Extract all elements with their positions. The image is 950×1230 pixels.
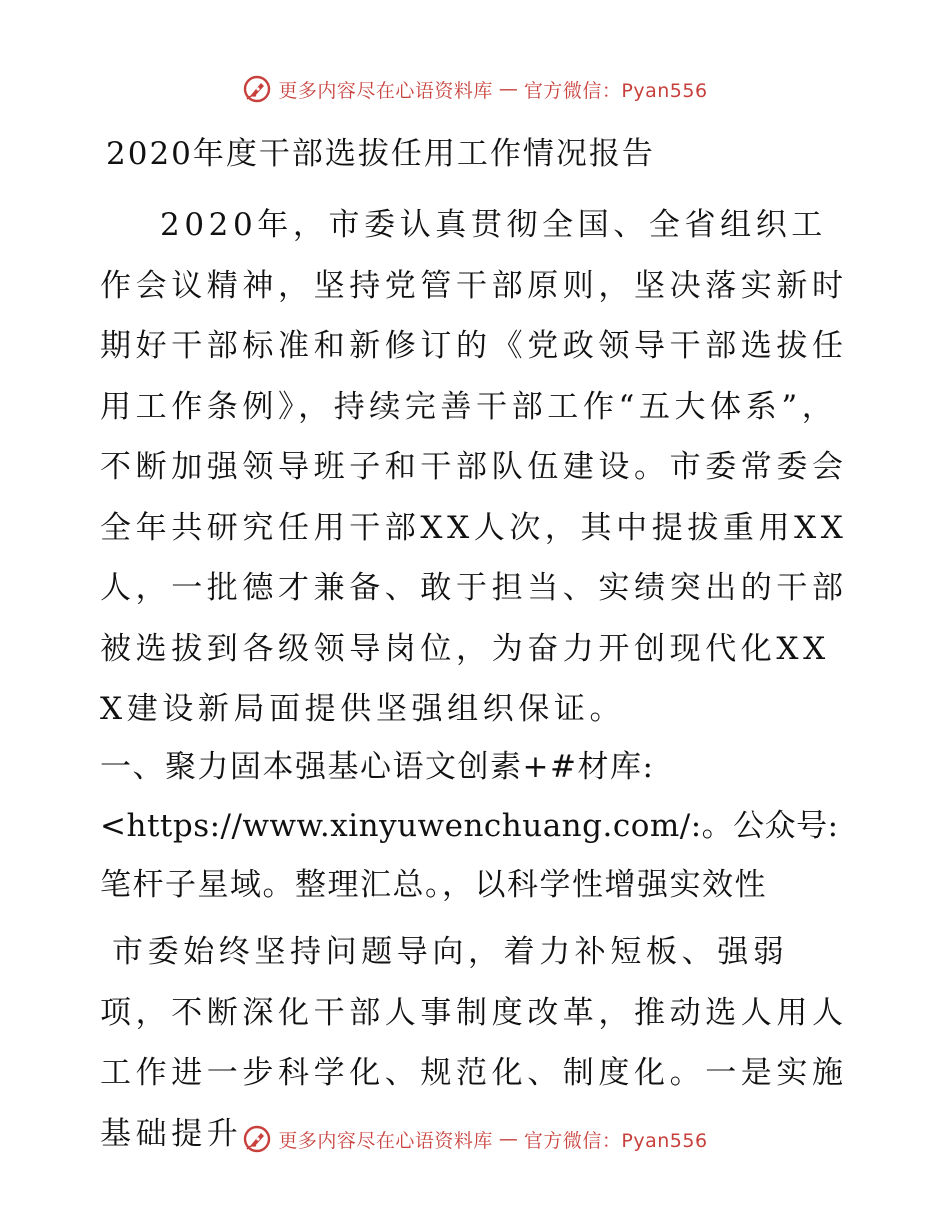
watermark-text: 更多内容尽在心语资料库 — [278, 79, 493, 102]
paragraph-section1: 市委始终坚持问题导向，着力补短板、强弱项，不断深化干部人事制度改革，推动选人用人工作进一步科学化、规范化、制度化。一是实施基础提升 — [100, 934, 848, 1152]
watermark-separator: — — [498, 1128, 518, 1150]
paragraph-intro: 2020年，市委认真贯彻全国、全省组织工作会议精神，坚持党管干部原则，坚决落实新时期好干部标准和新修订的《党政领导干部选拔任用工作条例》，持续完善干部工作“五大体系”，不断加强领导班子和干部队伍建设。市委常委会全年共研究任用干部XX人次，其中提拔重用XX人，一批德才兼备、敢于担当、实绩突出的干部被选拔到各级领导岗位，为奋力开创现代化XXX建设新局面提供坚强组织保证。 — [100, 207, 848, 727]
watermark-suffix: 官方微信：Pyan556 — [523, 79, 708, 102]
pen-nib-icon — [242, 74, 272, 104]
watermark-separator: — — [498, 78, 518, 100]
section-heading-line2: <https://www.xinyuwenchuang.com/:。公众号: — [100, 808, 839, 844]
watermark-footer — [0, 1124, 950, 1154]
section-heading-line3: 笔杆子星域。整理汇总。，以科学性增强实效性 — [100, 867, 767, 903]
section-heading-line1: 一、聚力固本强基心语文创素+#材库: — [100, 749, 655, 785]
pen-nib-icon — [242, 1124, 272, 1154]
watermark-suffix: 官方微信：Pyan556 — [523, 1129, 708, 1152]
document-title: 2020年度干部选拔任用工作情况报告 — [106, 136, 655, 172]
section-heading — [100, 738, 860, 915]
watermark-text: 更多内容尽在心语资料库 — [278, 1129, 493, 1152]
watermark-header — [0, 74, 950, 104]
